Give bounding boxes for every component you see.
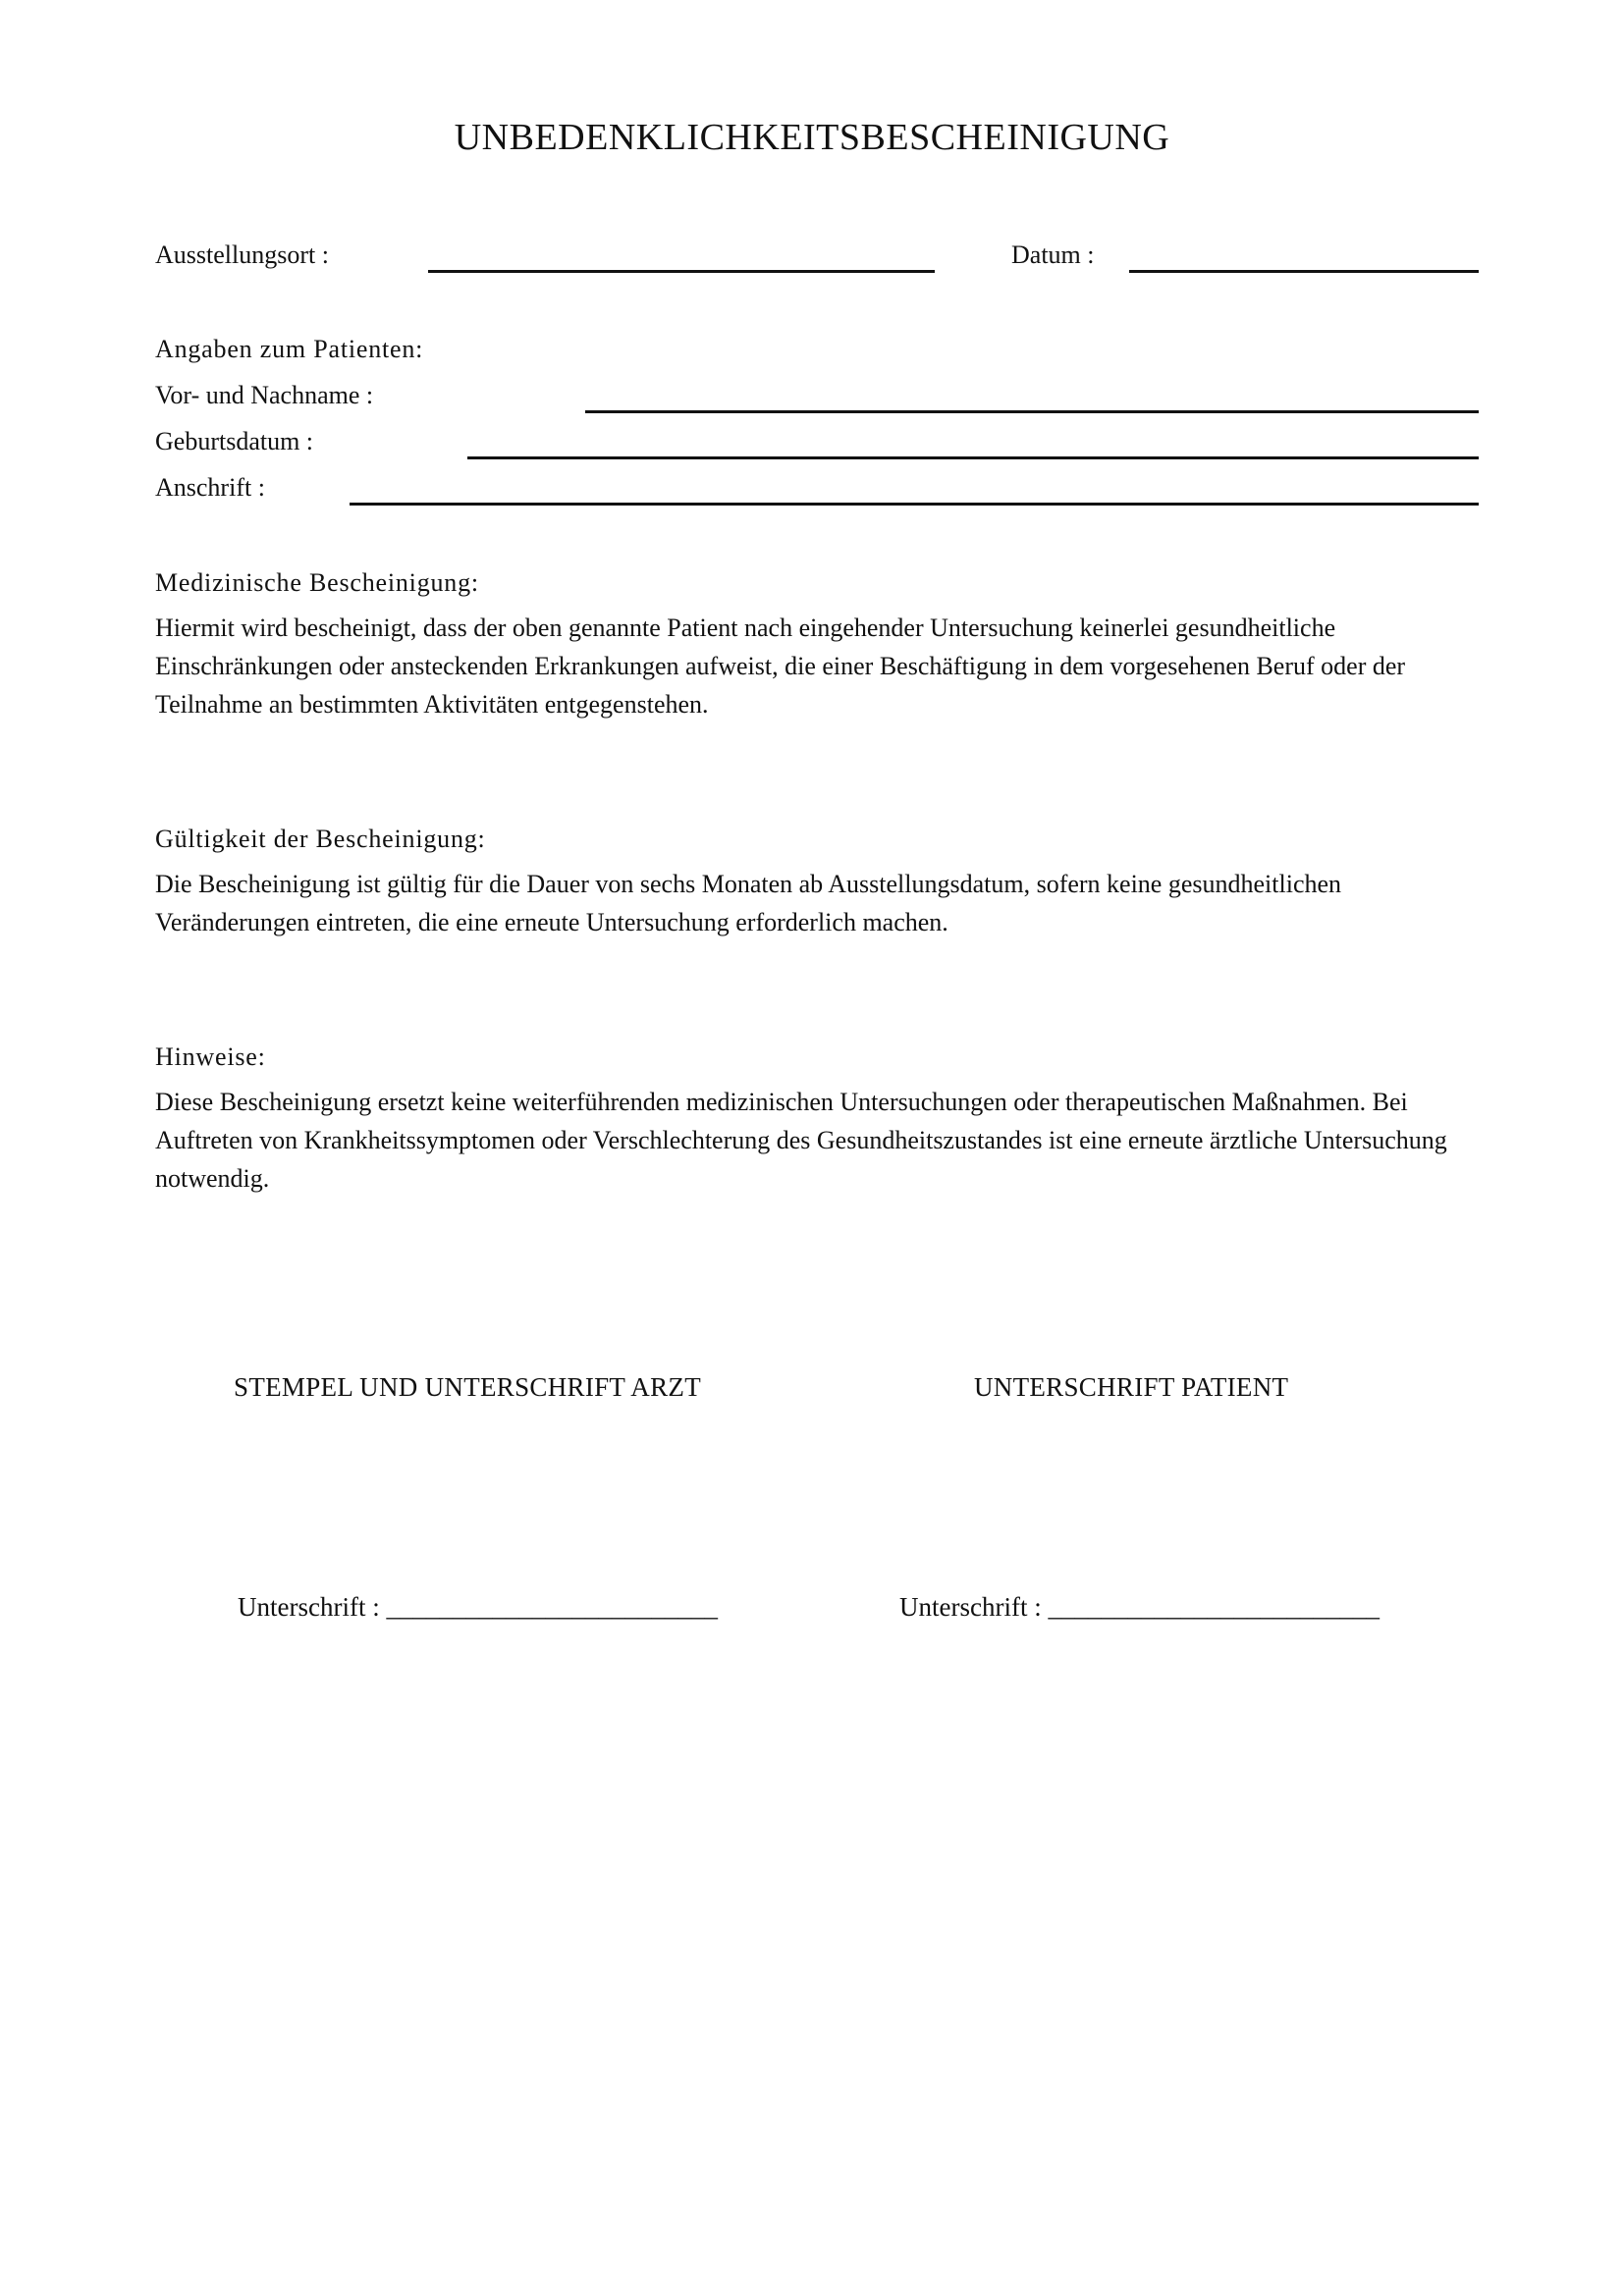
name-label: Vor- und Nachname : (155, 381, 374, 409)
birthdate-label: Geburtsdatum : (155, 427, 314, 455)
date-field[interactable] (1129, 270, 1479, 273)
validity-text: Die Bescheinigung ist gültig für die Dauer von sechs Monaten ab Ausstellungsdatum, sofern keine gesundheitlichen Veränderungen eintreten, die eine erneute Untersuchung erforderlich machen. (155, 870, 1342, 936)
patient-signature-heading: UNTERSCHRIFT PATIENT (974, 1372, 1289, 1402)
notes-heading: Hinweise: (155, 1042, 266, 1071)
birthdate-field[interactable] (467, 456, 1479, 459)
place-field[interactable] (428, 270, 935, 273)
validity-heading: Gültigkeit der Bescheinigung: (155, 825, 486, 853)
doctor-signature-field[interactable]: Unterschrift : _________________________ (238, 1592, 718, 1622)
patient-heading: Angaben zum Patienten: (155, 335, 424, 363)
place-label: Ausstellungsort : (155, 240, 329, 269)
address-field[interactable] (350, 503, 1479, 506)
address-label: Anschrift : (155, 473, 265, 502)
doctor-signature-heading: STEMPEL UND UNTERSCHRIFT ARZT (234, 1372, 701, 1402)
date-label: Datum : (1011, 240, 1095, 269)
notes-text: Diese Bescheinigung ersetzt keine weiterführenden medizinischen Untersuchungen oder therapeutischen Maßnahmen. Bei Auftreten von Krankheitssymptomen oder Verschlechterung des Gesundheitszustandes ist eine erneute ärztliche Untersuchung notwendig. (155, 1088, 1447, 1193)
document-title: UNBEDENKLICHKEITSBESCHEINIGUNG (454, 117, 1170, 158)
medical-text: Hiermit wird bescheinigt, dass der oben genannte Patient nach eingehender Untersuchung keinerlei gesundheitliche Einschränkungen oder ansteckenden Erkrankungen aufweist, die einer Beschäftigung in dem vorgesehenen Beruf oder der Teilnahme an bestimmten Aktivitäten entgegenstehen. (155, 614, 1406, 719)
patient-signature-field[interactable]: Unterschrift : _________________________ (899, 1592, 1380, 1622)
medical-heading: Medizinische Bescheinigung: (155, 568, 479, 597)
name-field[interactable] (585, 410, 1479, 413)
